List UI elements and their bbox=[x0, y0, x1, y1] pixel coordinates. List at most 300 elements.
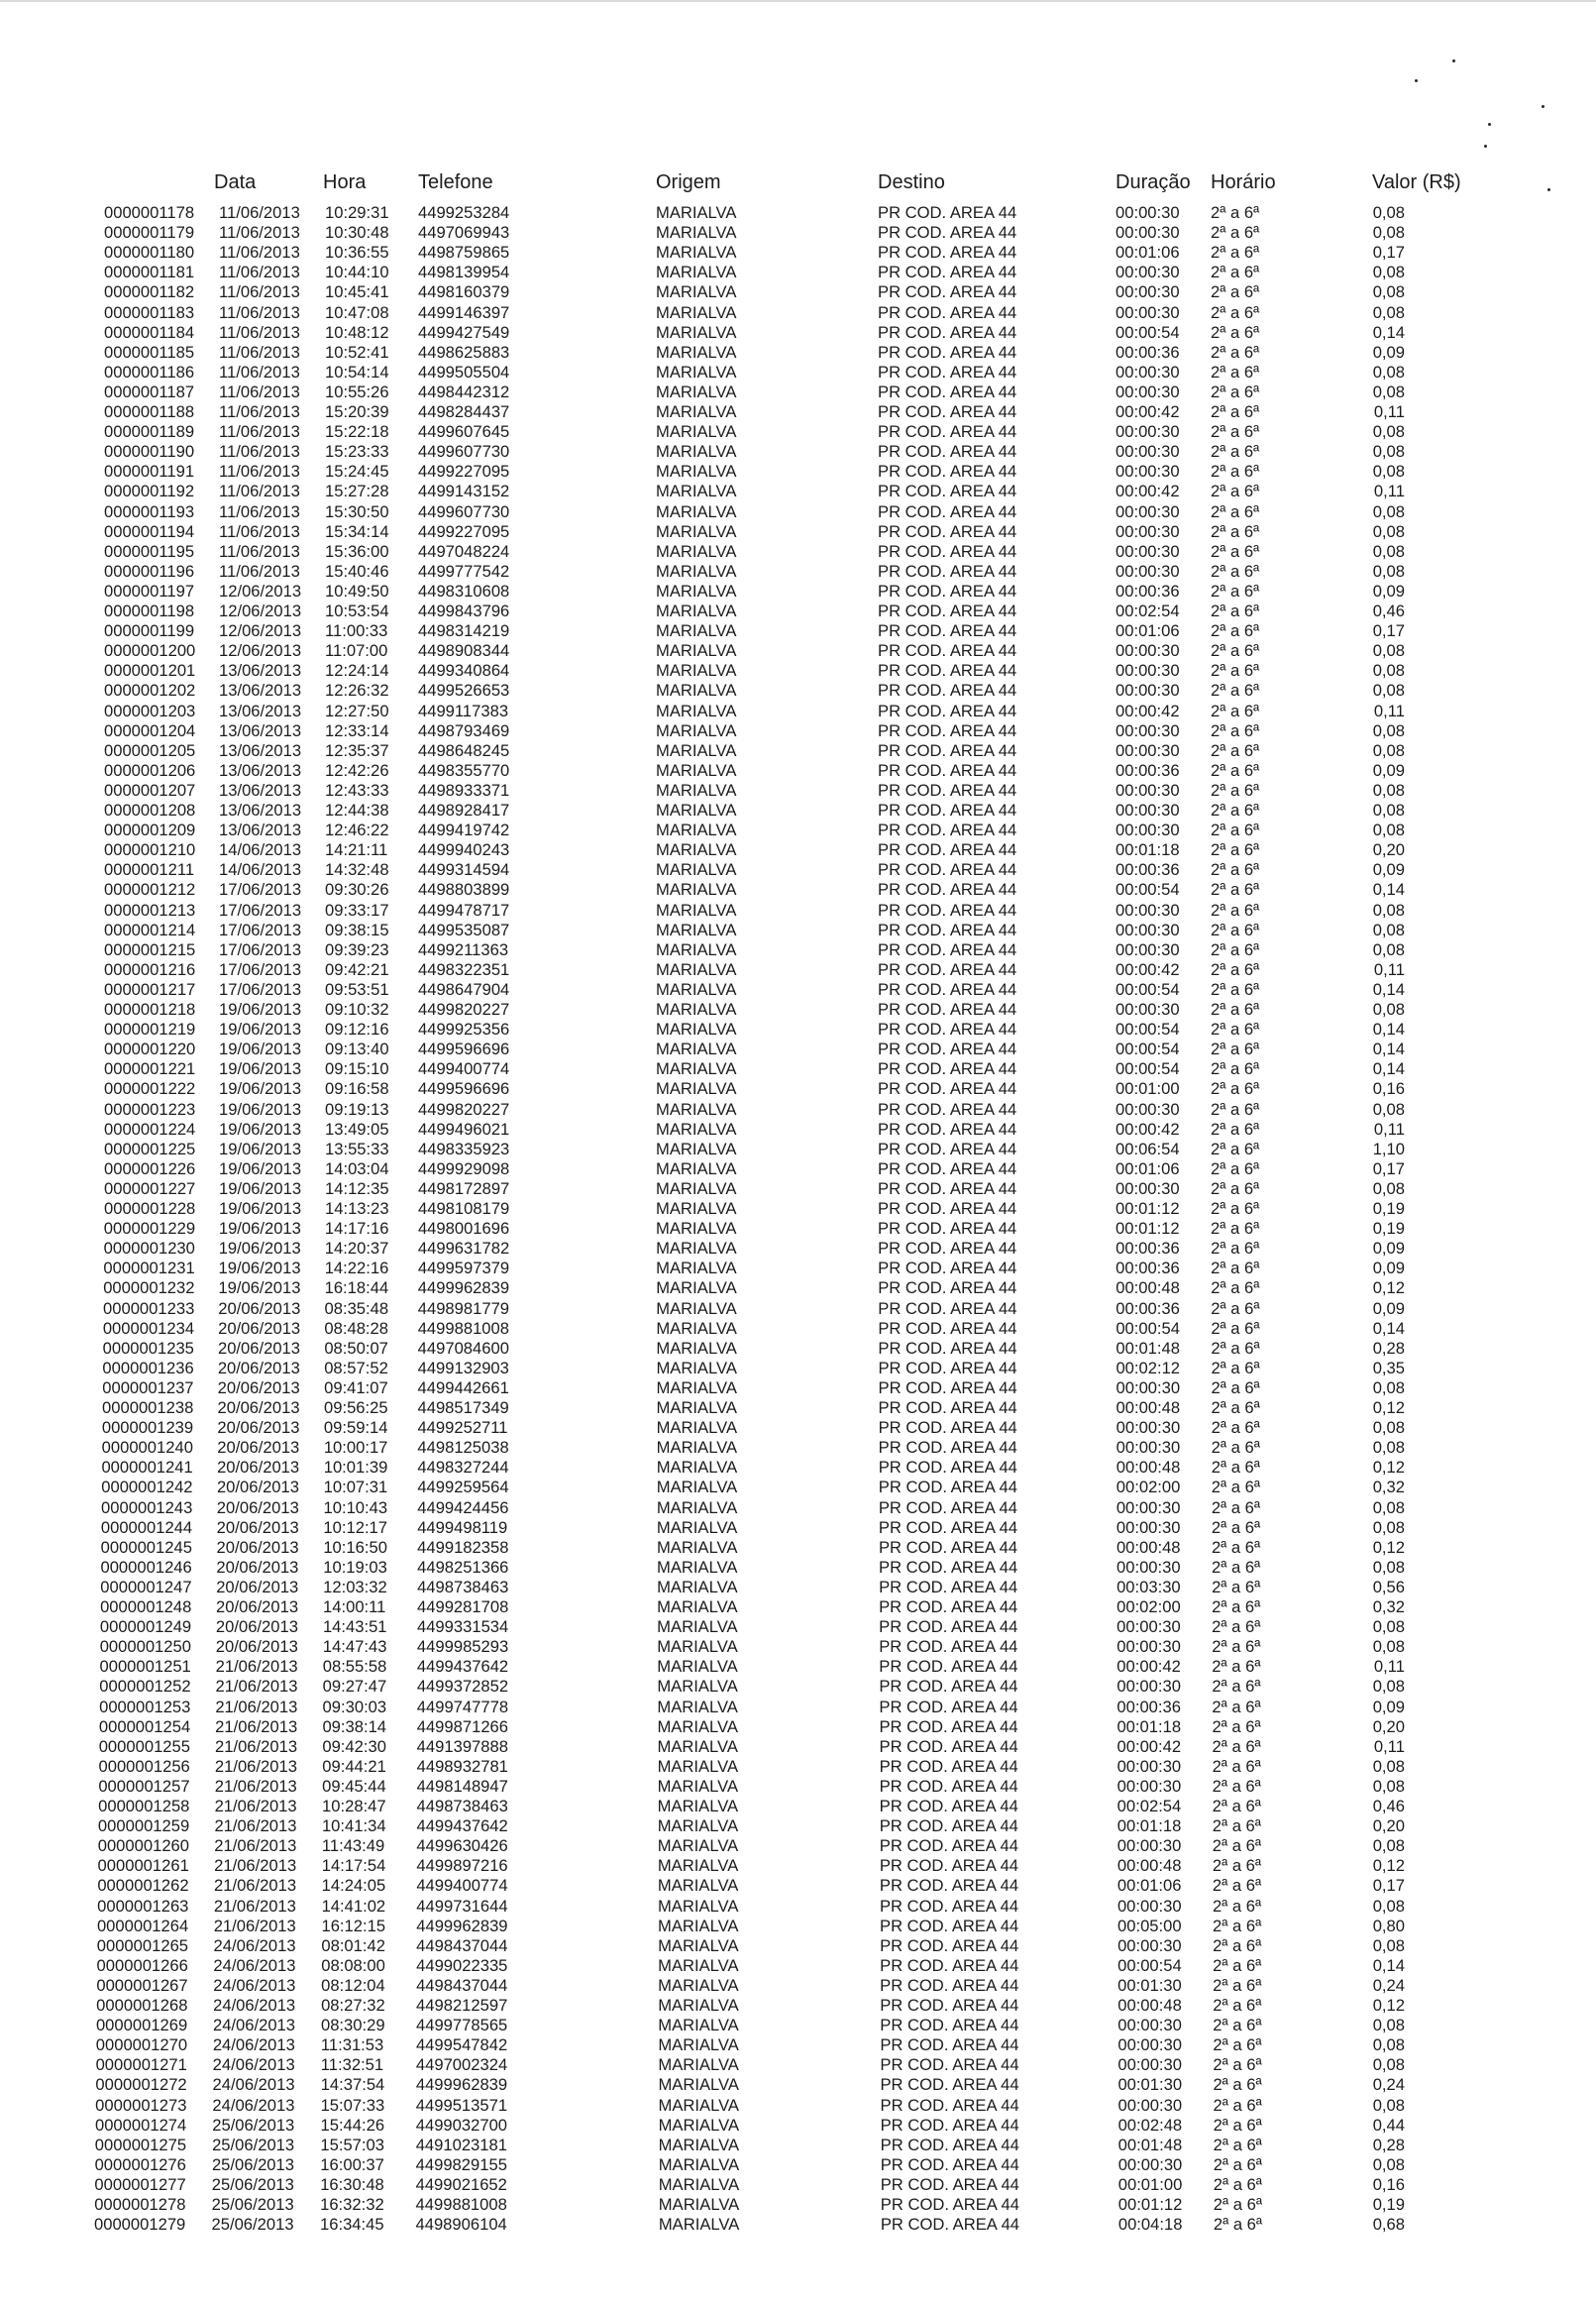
duration: 00:00:54 bbox=[1116, 1059, 1180, 1079]
header-hora: Hora bbox=[323, 171, 367, 193]
origin: MARIALVA bbox=[657, 1856, 739, 1876]
call-date: 21/06/2013 bbox=[214, 1797, 297, 1815]
table-row bbox=[0, 1856, 1596, 1876]
call-date: 20/06/2013 bbox=[217, 1338, 301, 1358]
destination: PR COD. AREA 44 bbox=[878, 203, 1017, 222]
call-time: 14:47:43 bbox=[322, 1637, 387, 1657]
destination: PR COD. AREA 44 bbox=[878, 1497, 1018, 1517]
table-row bbox=[0, 1059, 1596, 1079]
duration: 00:00:42 bbox=[1117, 1657, 1181, 1677]
destination: PR COD. AREA 44 bbox=[878, 482, 1017, 501]
record-id: 0000001233 bbox=[103, 1298, 195, 1318]
call-date: 11/06/2013 bbox=[219, 282, 300, 302]
call-date: 19/06/2013 bbox=[219, 1059, 302, 1079]
table-row bbox=[0, 1538, 1596, 1558]
call-date: 20/06/2013 bbox=[217, 1458, 300, 1478]
origin: MARIALVA bbox=[656, 840, 737, 860]
value: 0,20 bbox=[1372, 1816, 1405, 1836]
phone-number: 4498314219 bbox=[418, 621, 510, 641]
duration: 00:00:30 bbox=[1117, 1896, 1182, 1916]
table-row bbox=[0, 1757, 1596, 1777]
table-row bbox=[0, 761, 1596, 781]
duration: 00:00:30 bbox=[1116, 641, 1180, 661]
table-row bbox=[0, 2175, 1596, 2195]
table-row bbox=[0, 2075, 1596, 2095]
destination: PR COD. AREA 44 bbox=[878, 402, 1017, 421]
call-time: 16:12:15 bbox=[321, 1916, 386, 1935]
phone-number: 4499496021 bbox=[418, 1119, 510, 1139]
call-time: 09:41:07 bbox=[324, 1377, 388, 1397]
record-id: 0000001216 bbox=[104, 959, 196, 979]
call-time: 08:57:52 bbox=[324, 1358, 388, 1377]
value: 0,08 bbox=[1372, 282, 1405, 302]
destination: PR COD. AREA 44 bbox=[878, 880, 1017, 900]
call-time: 11:32:51 bbox=[320, 2055, 384, 2075]
schedule: 2ª a 6ª bbox=[1211, 1239, 1260, 1259]
call-time: 15:27:28 bbox=[325, 482, 389, 501]
call-time: 09:10:32 bbox=[325, 1000, 389, 1019]
schedule: 2ª a 6ª bbox=[1212, 1836, 1261, 1856]
duration: 00:00:30 bbox=[1116, 1418, 1181, 1438]
schedule: 2ª a 6ª bbox=[1211, 1377, 1260, 1397]
schedule: 2ª a 6ª bbox=[1211, 959, 1260, 979]
scan-speck bbox=[1542, 105, 1544, 108]
call-date: 19/06/2013 bbox=[218, 1219, 301, 1239]
call-date: 13/06/2013 bbox=[219, 701, 302, 720]
table-row bbox=[0, 821, 1596, 840]
value: 0,24 bbox=[1372, 2075, 1405, 2095]
phone-number: 4498212597 bbox=[416, 1996, 508, 2015]
destination: PR COD. AREA 44 bbox=[878, 920, 1017, 939]
origin: MARIALVA bbox=[656, 1178, 737, 1198]
schedule: 2ª a 6ª bbox=[1211, 322, 1260, 342]
phone-number: 4499437642 bbox=[416, 1816, 508, 1836]
value: 0,17 bbox=[1372, 1876, 1405, 1896]
duration: 00:00:30 bbox=[1116, 1000, 1180, 1019]
table-row bbox=[0, 383, 1596, 402]
table-row bbox=[0, 901, 1596, 921]
table-row bbox=[0, 1079, 1596, 1099]
value: 0,08 bbox=[1372, 720, 1405, 740]
call-date: 24/06/2013 bbox=[212, 2075, 295, 2095]
origin: MARIALVA bbox=[656, 1418, 738, 1438]
phone-number: 4499259564 bbox=[417, 1478, 509, 1497]
call-time: 08:27:32 bbox=[321, 1996, 385, 2015]
table-row bbox=[0, 263, 1596, 282]
call-date: 14/06/2013 bbox=[219, 860, 302, 880]
call-time: 09:53:51 bbox=[325, 979, 389, 999]
origin: MARIALVA bbox=[656, 1000, 737, 1019]
record-id: 0000001241 bbox=[101, 1458, 193, 1478]
table-row bbox=[0, 1120, 1596, 1140]
destination: PR COD. AREA 44 bbox=[879, 1756, 1018, 1776]
call-time: 14:12:35 bbox=[325, 1178, 389, 1198]
schedule: 2ª a 6ª bbox=[1211, 521, 1260, 541]
table-row bbox=[0, 303, 1596, 323]
call-time: 09:12:16 bbox=[325, 1020, 389, 1040]
origin: MARIALVA bbox=[656, 1079, 737, 1099]
schedule: 2ª a 6ª bbox=[1211, 382, 1260, 401]
value: 0,08 bbox=[1372, 1836, 1405, 1856]
record-id: 0000001185 bbox=[104, 342, 195, 362]
call-time: 15:07:33 bbox=[320, 2095, 385, 2115]
table-row bbox=[0, 1418, 1596, 1438]
duration: 00:00:36 bbox=[1116, 1239, 1180, 1259]
destination: PR COD. AREA 44 bbox=[879, 1597, 1018, 1616]
origin: MARIALVA bbox=[656, 1020, 737, 1040]
call-date: 21/06/2013 bbox=[215, 1677, 298, 1697]
value: 0,08 bbox=[1372, 521, 1405, 541]
phone-number: 4499227095 bbox=[418, 462, 510, 482]
destination: PR COD. AREA 44 bbox=[878, 840, 1017, 860]
record-id: 0000001189 bbox=[104, 422, 195, 442]
schedule: 2ª a 6ª bbox=[1211, 581, 1260, 601]
phone-number: 4499630426 bbox=[416, 1836, 508, 1856]
phone-number: 4499211363 bbox=[418, 939, 509, 959]
call-time: 10:29:31 bbox=[325, 203, 389, 222]
destination: PR COD. AREA 44 bbox=[879, 1557, 1018, 1577]
value: 0,08 bbox=[1372, 821, 1405, 840]
origin: MARIALVA bbox=[656, 402, 737, 421]
value: 0,17 bbox=[1372, 1158, 1405, 1178]
call-time: 09:39:23 bbox=[325, 939, 389, 959]
record-id: 0000001215 bbox=[104, 939, 196, 959]
origin: MARIALVA bbox=[656, 322, 737, 342]
schedule: 2ª a 6ª bbox=[1211, 920, 1260, 939]
origin: MARIALVA bbox=[656, 1377, 737, 1397]
record-id: 0000001218 bbox=[104, 1000, 196, 1019]
record-id: 0000001181 bbox=[104, 263, 195, 282]
schedule: 2ª a 6ª bbox=[1212, 1797, 1261, 1815]
value: 0,08 bbox=[1372, 1677, 1405, 1697]
record-id: 0000001259 bbox=[97, 1816, 190, 1836]
duration: 00:00:54 bbox=[1116, 1040, 1180, 1059]
call-date: 25/06/2013 bbox=[211, 2215, 294, 2235]
value: 0,08 bbox=[1372, 1438, 1405, 1458]
call-date: 20/06/2013 bbox=[215, 1617, 298, 1637]
value: 0,19 bbox=[1372, 1219, 1405, 1239]
record-id: 0000001249 bbox=[99, 1617, 192, 1637]
table-row bbox=[0, 402, 1596, 422]
phone-number: 4499631782 bbox=[417, 1239, 510, 1259]
origin: MARIALVA bbox=[656, 521, 737, 541]
value: 0,08 bbox=[1372, 1896, 1405, 1916]
origin: MARIALVA bbox=[658, 2135, 740, 2154]
call-date: 24/06/2013 bbox=[212, 2016, 296, 2035]
table-row bbox=[0, 1339, 1596, 1359]
schedule: 2ª a 6ª bbox=[1211, 1278, 1260, 1298]
destination: PR COD. AREA 44 bbox=[878, 442, 1017, 462]
schedule: 2ª a 6ª bbox=[1212, 1736, 1261, 1756]
duration: 00:00:48 bbox=[1116, 1398, 1181, 1417]
table-row bbox=[0, 422, 1596, 442]
phone-number: 4499596696 bbox=[418, 1079, 510, 1099]
table-row bbox=[0, 681, 1596, 701]
call-date: 25/06/2013 bbox=[211, 2174, 294, 2194]
record-id: 0000001186 bbox=[104, 362, 195, 382]
record-id: 0000001252 bbox=[99, 1677, 191, 1697]
value: 0,08 bbox=[1372, 1517, 1405, 1537]
schedule: 2ª a 6ª bbox=[1213, 2016, 1262, 2035]
table-row bbox=[0, 1677, 1596, 1697]
destination: PR COD. AREA 44 bbox=[878, 720, 1017, 740]
phone-number: 4499962839 bbox=[415, 2075, 508, 2095]
duration: 00:01:00 bbox=[1116, 1079, 1180, 1099]
call-time: 14:03:04 bbox=[325, 1158, 389, 1178]
table-row bbox=[0, 801, 1596, 821]
table-row bbox=[0, 1179, 1596, 1199]
value: 0,68 bbox=[1372, 2215, 1405, 2235]
call-time: 10:19:03 bbox=[323, 1557, 387, 1577]
record-id: 0000001268 bbox=[96, 1996, 188, 2015]
table-row bbox=[0, 1976, 1596, 1996]
origin: MARIALVA bbox=[658, 2095, 739, 2115]
call-date: 13/06/2013 bbox=[219, 740, 302, 760]
value: 0,46 bbox=[1372, 1797, 1405, 1815]
call-time: 09:13:40 bbox=[325, 1040, 389, 1059]
value: 0,08 bbox=[1372, 780, 1405, 800]
phone-number: 4499442661 bbox=[417, 1377, 509, 1397]
destination: PR COD. AREA 44 bbox=[880, 2075, 1019, 2095]
table-row bbox=[0, 1578, 1596, 1597]
record-id: 0000001187 bbox=[104, 382, 195, 401]
table-row bbox=[0, 880, 1596, 900]
destination: PR COD. AREA 44 bbox=[878, 521, 1017, 541]
duration: 00:01:06 bbox=[1116, 621, 1180, 641]
schedule: 2ª a 6ª bbox=[1211, 1497, 1261, 1517]
record-id: 0000001204 bbox=[104, 720, 196, 740]
origin: MARIALVA bbox=[658, 2035, 739, 2055]
schedule: 2ª a 6ª bbox=[1211, 1537, 1261, 1557]
value: 0,46 bbox=[1372, 602, 1405, 620]
value: 0,14 bbox=[1372, 1059, 1405, 1079]
destination: PR COD. AREA 44 bbox=[878, 801, 1017, 820]
destination: PR COD. AREA 44 bbox=[878, 1318, 1017, 1338]
origin: MARIALVA bbox=[656, 263, 737, 282]
phone-number: 4499146397 bbox=[418, 302, 510, 322]
destination: PR COD. AREA 44 bbox=[879, 1657, 1018, 1677]
value: 0,08 bbox=[1372, 422, 1405, 442]
duration: 00:00:30 bbox=[1116, 920, 1180, 939]
record-id: 0000001226 bbox=[104, 1158, 196, 1178]
schedule: 2ª a 6ª bbox=[1212, 1577, 1261, 1596]
record-id: 0000001199 bbox=[104, 621, 195, 641]
schedule: 2ª a 6ª bbox=[1211, 1059, 1260, 1079]
table-row bbox=[0, 2096, 1596, 2116]
call-date: 20/06/2013 bbox=[216, 1537, 299, 1557]
schedule: 2ª a 6ª bbox=[1211, 302, 1260, 322]
destination: PR COD. AREA 44 bbox=[878, 1418, 1017, 1438]
destination: PR COD. AREA 44 bbox=[878, 1219, 1017, 1239]
record-id: 0000001224 bbox=[104, 1119, 196, 1139]
duration: 00:00:30 bbox=[1116, 801, 1180, 820]
destination: PR COD. AREA 44 bbox=[880, 2215, 1020, 2235]
origin: MARIALVA bbox=[656, 1298, 737, 1318]
origin: MARIALVA bbox=[656, 760, 737, 780]
record-id: 0000001222 bbox=[104, 1079, 196, 1099]
table-row bbox=[0, 1637, 1596, 1657]
record-id: 0000001267 bbox=[96, 1975, 188, 1995]
phone-number: 4498908344 bbox=[418, 641, 510, 661]
value: 0,12 bbox=[1372, 1856, 1405, 1876]
phone-number: 4497069943 bbox=[418, 223, 510, 243]
duration: 00:01:12 bbox=[1117, 2195, 1183, 2214]
schedule: 2ª a 6ª bbox=[1212, 1876, 1262, 1896]
call-date: 21/06/2013 bbox=[214, 1756, 297, 1776]
value: 0,14 bbox=[1372, 1020, 1405, 1040]
schedule: 2ª a 6ª bbox=[1211, 1318, 1260, 1338]
record-id: 0000001243 bbox=[101, 1497, 193, 1517]
origin: MARIALVA bbox=[658, 1975, 739, 1995]
origin: MARIALVA bbox=[656, 362, 737, 382]
schedule: 2ª a 6ª bbox=[1212, 1657, 1261, 1677]
origin: MARIALVA bbox=[656, 801, 737, 820]
schedule: 2ª a 6ª bbox=[1213, 1916, 1262, 1935]
table-row bbox=[0, 1698, 1596, 1717]
duration: 00:00:36 bbox=[1117, 1697, 1181, 1716]
destination: PR COD. AREA 44 bbox=[878, 1079, 1017, 1099]
phone-number: 4498335923 bbox=[418, 1139, 510, 1158]
destination: PR COD. AREA 44 bbox=[878, 1259, 1017, 1278]
phone-number: 4498625883 bbox=[418, 342, 510, 362]
call-date: 11/06/2013 bbox=[219, 243, 300, 263]
destination: PR COD. AREA 44 bbox=[879, 1577, 1018, 1596]
call-date: 17/06/2013 bbox=[219, 880, 302, 900]
phone-number: 4499526653 bbox=[418, 681, 510, 701]
call-time: 12:33:14 bbox=[325, 720, 389, 740]
duration: 00:00:30 bbox=[1117, 1836, 1182, 1856]
call-date: 20/06/2013 bbox=[216, 1497, 299, 1517]
schedule: 2ª a 6ª bbox=[1211, 801, 1260, 820]
origin: MARIALVA bbox=[656, 959, 737, 979]
destination: PR COD. AREA 44 bbox=[878, 1478, 1017, 1497]
phone-number: 4498906104 bbox=[415, 2215, 507, 2235]
record-id: 0000001203 bbox=[104, 701, 196, 720]
duration: 00:00:30 bbox=[1116, 302, 1180, 322]
record-id: 0000001250 bbox=[99, 1637, 191, 1657]
record-id: 0000001180 bbox=[104, 243, 195, 263]
duration: 00:00:54 bbox=[1116, 880, 1180, 900]
header-telefone: Telefone bbox=[418, 171, 493, 193]
table-row bbox=[0, 1438, 1596, 1458]
record-id: 0000001261 bbox=[97, 1856, 189, 1876]
schedule: 2ª a 6ª bbox=[1211, 780, 1260, 800]
table-row bbox=[0, 323, 1596, 343]
phone-number: 4498793469 bbox=[418, 720, 510, 740]
record-id: 0000001266 bbox=[96, 1955, 188, 1975]
origin: MARIALVA bbox=[656, 1438, 738, 1458]
duration: 00:00:30 bbox=[1117, 1935, 1182, 1955]
destination: PR COD. AREA 44 bbox=[878, 1199, 1017, 1218]
call-time: 09:59:14 bbox=[323, 1418, 388, 1438]
call-time: 11:07:00 bbox=[325, 641, 388, 661]
destination: PR COD. AREA 44 bbox=[878, 1040, 1017, 1059]
duration: 00:00:30 bbox=[1116, 681, 1180, 701]
schedule: 2ª a 6ª bbox=[1211, 1398, 1260, 1417]
phone-number: 4499253284 bbox=[418, 203, 510, 222]
schedule: 2ª a 6ª bbox=[1211, 402, 1260, 421]
duration: 00:00:42 bbox=[1117, 1736, 1182, 1756]
origin: MARIALVA bbox=[656, 661, 737, 681]
destination: PR COD. AREA 44 bbox=[878, 701, 1017, 720]
duration: 00:00:36 bbox=[1116, 860, 1180, 880]
origin: MARIALVA bbox=[657, 1797, 739, 1815]
schedule: 2ª a 6ª bbox=[1211, 900, 1260, 920]
table-row bbox=[0, 2215, 1596, 2235]
call-date: 21/06/2013 bbox=[213, 1896, 296, 1916]
call-time: 16:30:48 bbox=[320, 2174, 384, 2194]
record-id: 0000001235 bbox=[102, 1338, 194, 1358]
value: 0,09 bbox=[1372, 1259, 1405, 1278]
phone-number: 4498251366 bbox=[417, 1557, 509, 1577]
call-date: 13/06/2013 bbox=[219, 760, 302, 780]
value: 0,08 bbox=[1372, 1000, 1405, 1019]
destination: PR COD. AREA 44 bbox=[878, 760, 1017, 780]
schedule: 2ª a 6ª bbox=[1213, 2135, 1262, 2154]
phone-number: 4497048224 bbox=[418, 541, 510, 561]
destination: PR COD. AREA 44 bbox=[878, 1239, 1017, 1259]
duration: 00:01:48 bbox=[1116, 1338, 1180, 1358]
duration: 00:00:30 bbox=[1116, 939, 1180, 959]
value: 0,14 bbox=[1372, 1040, 1405, 1059]
value: 0,12 bbox=[1372, 1278, 1405, 1298]
phone-number: 4499820227 bbox=[418, 1099, 510, 1119]
schedule: 2ª a 6ª bbox=[1211, 760, 1260, 780]
origin: MARIALVA bbox=[656, 1059, 737, 1079]
table-row bbox=[0, 1159, 1596, 1179]
schedule: 2ª a 6ª bbox=[1211, 1478, 1260, 1497]
phone-number: 4499607730 bbox=[418, 501, 510, 521]
destination: PR COD. AREA 44 bbox=[880, 1996, 1019, 2015]
record-id: 0000001244 bbox=[100, 1517, 193, 1537]
destination: PR COD. AREA 44 bbox=[879, 1876, 1019, 1896]
call-time: 15:36:00 bbox=[325, 541, 389, 561]
call-date: 11/06/2013 bbox=[219, 362, 300, 382]
phone-number: 4498284437 bbox=[418, 402, 510, 421]
origin: MARIALVA bbox=[657, 1736, 738, 1756]
call-time: 15:23:33 bbox=[325, 442, 389, 462]
call-date: 20/06/2013 bbox=[216, 1557, 299, 1577]
call-date: 17/06/2013 bbox=[219, 920, 302, 939]
destination: PR COD. AREA 44 bbox=[878, 1338, 1017, 1358]
call-date: 24/06/2013 bbox=[213, 1955, 296, 1975]
origin: MARIALVA bbox=[657, 1876, 739, 1896]
destination: PR COD. AREA 44 bbox=[879, 1637, 1018, 1657]
call-time: 16:00:37 bbox=[320, 2154, 384, 2174]
value: 0,08 bbox=[1372, 223, 1405, 243]
record-id: 0000001262 bbox=[97, 1876, 189, 1896]
table-row bbox=[0, 1558, 1596, 1578]
duration: 00:00:30 bbox=[1116, 740, 1180, 760]
origin: MARIALVA bbox=[656, 621, 737, 641]
destination: PR COD. AREA 44 bbox=[879, 1716, 1018, 1736]
schedule: 2ª a 6ª bbox=[1213, 2095, 1262, 2115]
call-date: 21/06/2013 bbox=[215, 1697, 298, 1716]
value: 0,32 bbox=[1372, 1478, 1405, 1497]
table-row bbox=[0, 2055, 1596, 2075]
duration: 00:00:36 bbox=[1116, 581, 1180, 601]
table-row bbox=[0, 840, 1596, 860]
call-date: 20/06/2013 bbox=[217, 1418, 300, 1438]
phone-number: 4499132903 bbox=[417, 1358, 509, 1377]
call-date: 21/06/2013 bbox=[215, 1657, 298, 1677]
call-time: 12:27:50 bbox=[325, 701, 389, 720]
call-time: 08:08:00 bbox=[321, 1955, 385, 1975]
value: 0,08 bbox=[1372, 1617, 1405, 1637]
value: 0,08 bbox=[1372, 2016, 1405, 2035]
phone-number: 4499478717 bbox=[418, 900, 510, 920]
duration: 00:00:30 bbox=[1117, 1637, 1181, 1657]
